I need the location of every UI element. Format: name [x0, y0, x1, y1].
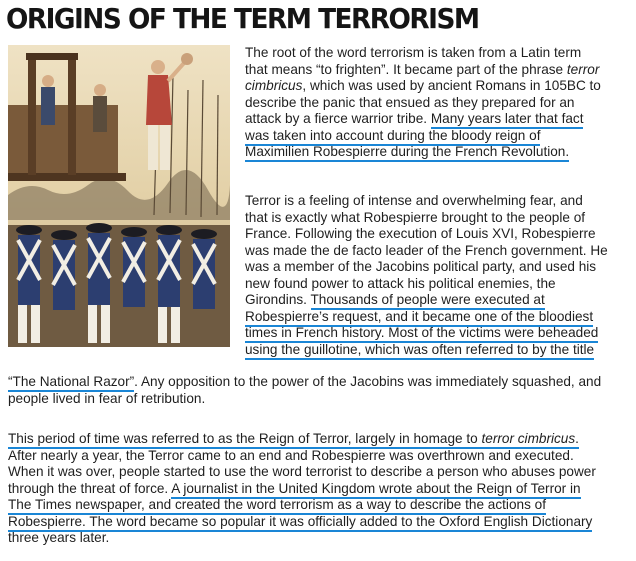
text-line [245, 78, 630, 95]
text-line [245, 193, 630, 210]
text-line [245, 292, 630, 309]
text-line [8, 431, 628, 448]
text-line [245, 243, 630, 260]
text-line [245, 276, 630, 293]
text-span: describe the panic that ensued as they prepared for an [245, 94, 575, 110]
text-span: , which was used by ancient Romans in 105BC to [302, 78, 601, 93]
highlighted-text: Thousands of people were executed at [311, 292, 545, 310]
text-line [8, 481, 628, 498]
text-span: . Any opposition to the power of the Jacobins was immediately squashed, and [134, 374, 602, 389]
text-line [245, 309, 630, 326]
article-title: ORIGINS OF THE TERM TERRORISM [6, 2, 479, 35]
text-span: attack by a fierce warrior tribe. [245, 111, 431, 126]
text-line [245, 45, 630, 62]
text-line [8, 514, 628, 531]
text-span: Terror is a feeling of intense and overwhelming fear, and [245, 193, 583, 208]
highlighted-text: This period of time was referred to as the Reign of Terror, largely in homage to [8, 431, 482, 449]
text-line [245, 226, 630, 243]
text-span: When it was over, people started to use the word terrorist to describe a person who abuses power [8, 464, 596, 479]
paragraph-reign-of-terror [8, 431, 628, 547]
text-span: people lived in fear of retribution. [8, 390, 206, 406]
text-span: cimbricus [245, 78, 303, 93]
text-line [245, 210, 630, 227]
text-line [8, 391, 628, 408]
text-line [8, 464, 628, 481]
text-span: terror [566, 61, 600, 77]
execution-illustration [8, 45, 230, 347]
highlighted-text: Robespierre. The word became so popular it was officially added to the Oxford English Dictionary [8, 514, 592, 532]
text-span: through the threat of force. [8, 480, 172, 496]
text-span: The root of the word terrorism is taken from a Latin term [245, 45, 582, 60]
highlighted-text: terror cimbricus [482, 431, 576, 449]
text-line [8, 530, 628, 547]
highlighted-text: times in French history. Most of the victims were beheaded [245, 325, 598, 343]
highlighted-text: was taken into account during the bloody reign of [245, 128, 540, 146]
highlighted-text: Maximilien Robespierre during the French Revolution. [245, 144, 569, 162]
text-span: was a member of the Jacobins political party, and used his [245, 259, 597, 274]
text-span: Girondins. [245, 292, 311, 307]
highlighted-text: Robespierre’s request, and it became one of the bloodiest [245, 309, 593, 327]
text-line [245, 111, 630, 128]
text-span: was made the de facto leader of the French government. He [245, 242, 608, 258]
text-span: France. Following the execution of Louis XVI, Robespierre [245, 226, 596, 241]
highlighted-text: “The National Razor” [8, 374, 134, 392]
text-span: After nearly a year, the Terror came to an end and Robespierre was overthrown and executed. [8, 447, 574, 463]
highlighted-text: Many years later that fact [431, 111, 584, 129]
paragraph-robespierre-continued [8, 374, 628, 407]
highlighted-text: A journalist in the United Kingdom wrote about the Reign of Terror in [171, 481, 580, 499]
text-line [245, 342, 630, 359]
highlighted-text: . [575, 431, 579, 449]
text-line [245, 144, 630, 161]
text-line [8, 448, 628, 465]
highlighted-text: The Times newspaper, and created the word terrorism as a way to describe the actions of [8, 497, 546, 515]
text-line [8, 497, 628, 514]
text-span: new found power to attack his political enemies, the [245, 275, 556, 291]
text-line [8, 374, 628, 391]
highlighted-text: using the guillotine, which was often referred to by the title [245, 342, 594, 360]
paragraph-robespierre [245, 193, 630, 358]
text-span: three years later. [8, 530, 110, 545]
text-span: that is exactly what Robespierre brought to the people of [245, 209, 586, 225]
text-line [245, 128, 630, 145]
text-line [245, 95, 630, 112]
text-line [245, 259, 630, 276]
text-line [245, 325, 630, 342]
text-span: that means “to frighten”. It became part of the phrase [245, 61, 567, 77]
text-line [245, 62, 630, 79]
paragraph-origin [245, 45, 630, 161]
